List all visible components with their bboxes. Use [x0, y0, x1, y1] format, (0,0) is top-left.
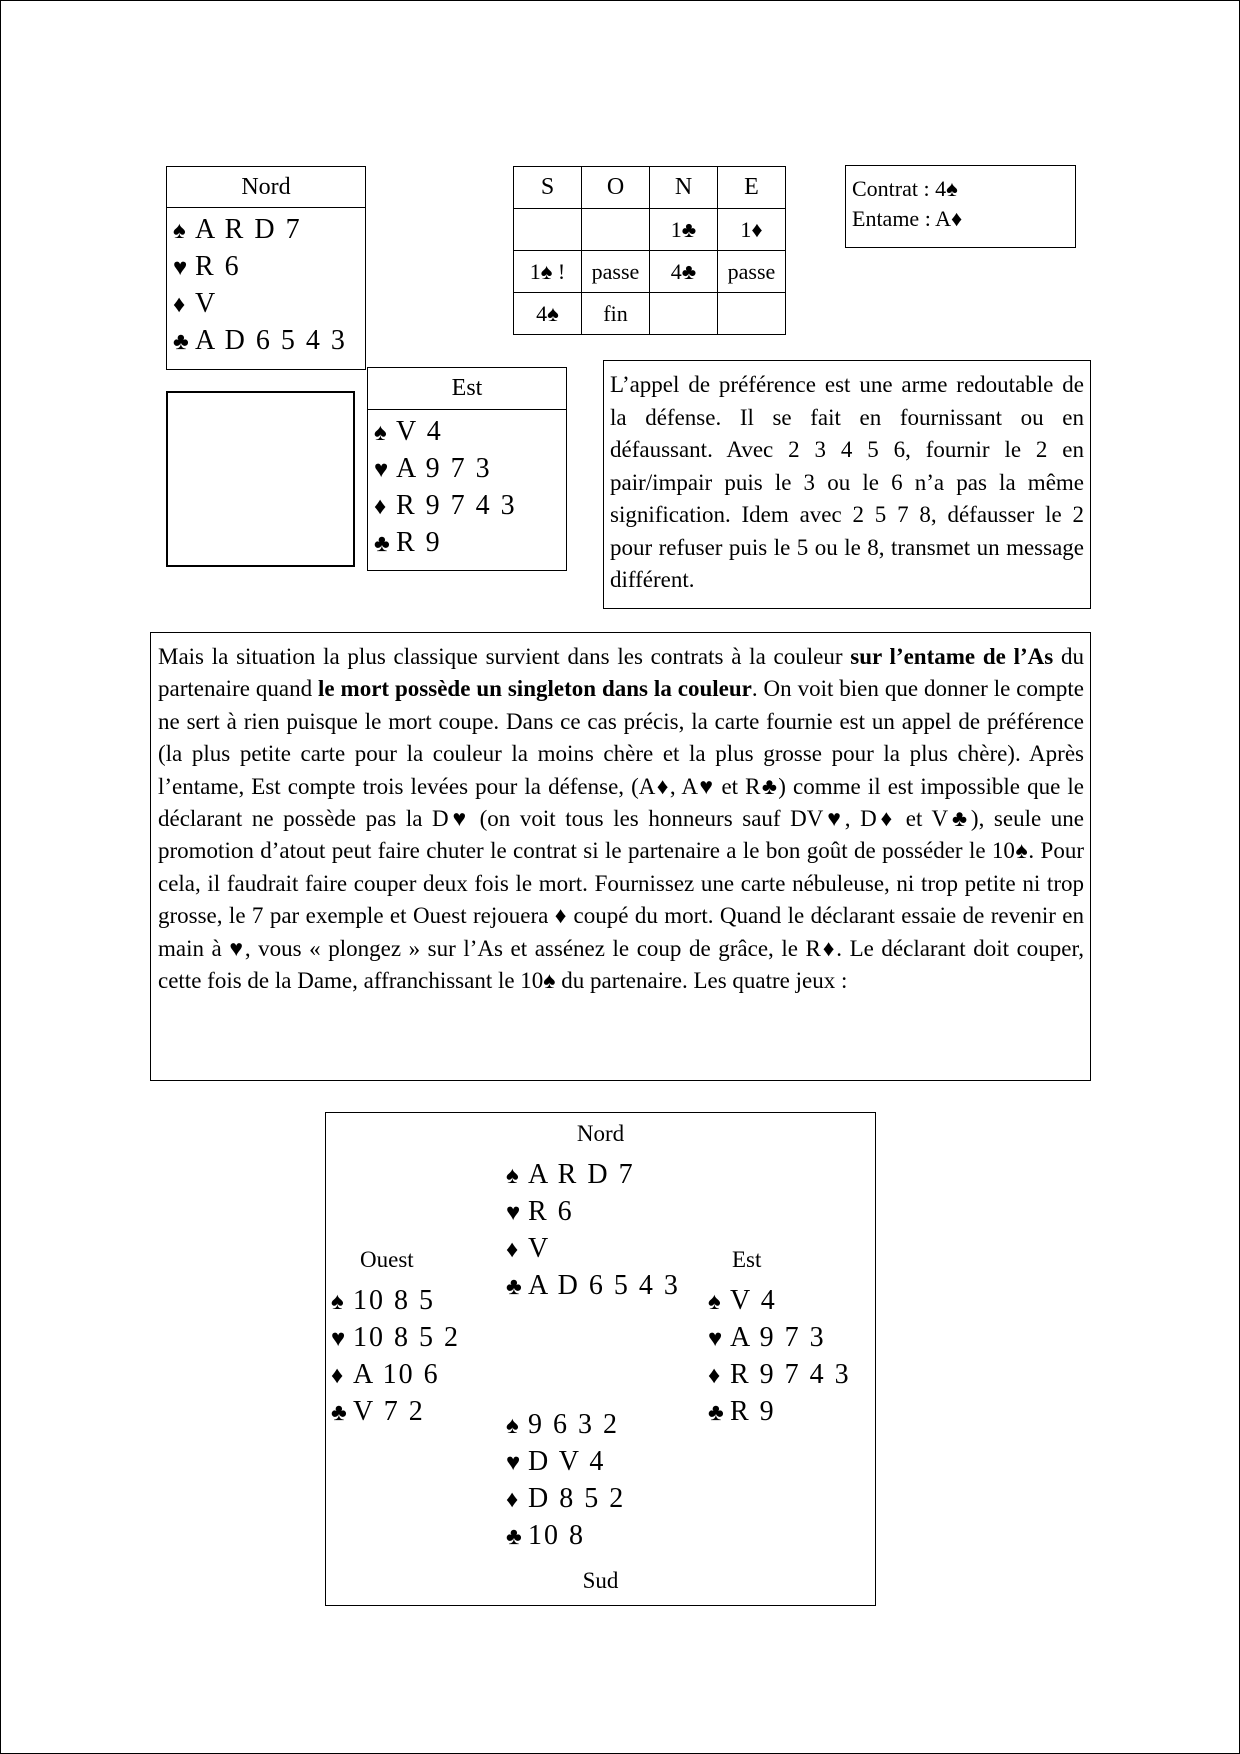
bid-cell: 1♦ [718, 209, 786, 251]
bidding-row [514, 293, 786, 335]
spade-icon: ♠ [708, 1289, 721, 1315]
cards: R 9 7 4 3 [730, 1359, 851, 1390]
nord-spades: A R D 7 [195, 214, 302, 245]
bid-cell [650, 293, 718, 335]
bidding-header-cell: N [650, 167, 718, 209]
deal-ouest-hand [331, 1283, 460, 1431]
club-icon: ♣ [708, 1400, 724, 1426]
club-icon: ♣ [374, 531, 390, 557]
diamond-icon: ♦ [506, 1487, 519, 1513]
deal-nord-diamonds [506, 1231, 680, 1268]
main-text-part: . On voit bien que donner le compte ne sert à rien puisque le mort coupe. Dans ce cas précis, la carte fournie est un appel de préférence (la plus petite carte pour la couleur la moins chère et la plus grosse pour la plus chère). Après l’entame, Est compte trois levées pour la défense, (A♦, A♥ et R♣) comme il est impossible que le déclarant ne possède pas la D♥ (on voit tous les honneurs sauf DV♥, D♦ et V♣), seule une promotion d’atout peut faire chuter le contrat si le partenaire a le bon goût de posséder le 10♠. Pour cela, il faudrait faire couper deux fois le mort. Fournissez une carte nébuleuse, ni trop petite ni trop grosse, le 7 par exemple et Ouest rejouera ♦ coupé du mort. Quand le déclarant essaie de revenir en main à ♥, vous « plongez » sur l’As et assénez le coup de grâce, le R♦. Le déclarant doit couper, cette fois de la Dame, affranchissant le 10♠ du partenaire. Les quatre jeux : [158, 676, 1084, 994]
est-hearts: A 9 7 3 [396, 453, 492, 484]
bidding-header-cell: O [582, 167, 650, 209]
bid-cell: 4♣ [650, 251, 718, 293]
heart-icon: ♥ [173, 255, 188, 281]
cards: D V 4 [528, 1446, 606, 1477]
main-text-bold: sur l’entame de l’As [850, 644, 1054, 669]
est-clubs-line [374, 525, 566, 562]
cards: V [528, 1233, 551, 1264]
diamond-icon: ♦ [506, 1237, 519, 1263]
cards: 10 8 5 2 [353, 1322, 460, 1353]
deal-est-clubs [708, 1394, 851, 1431]
bidding-table [513, 166, 786, 335]
heart-icon: ♥ [506, 1450, 521, 1476]
bid-cell [582, 209, 650, 251]
nord-diamonds-line [173, 286, 365, 323]
deal-ouest-spades [331, 1283, 460, 1320]
nord-hand-box [166, 166, 366, 370]
deal-sud-label: Sud [582, 1568, 619, 1593]
cards: A R D 7 [528, 1159, 635, 1190]
est-hand-box [367, 367, 567, 571]
bid-cell: 4♠ [514, 293, 582, 335]
club-icon: ♣ [173, 329, 189, 355]
main-text-box [150, 632, 1091, 1081]
diamond-icon: ♦ [374, 494, 387, 520]
bidding-header-row [514, 167, 786, 209]
deal-sud-spades [506, 1407, 625, 1444]
diamond-icon: ♦ [173, 292, 186, 318]
bidding-row [514, 251, 786, 293]
main-text-part: Mais la situation la plus classique survient dans les contrats à la couleur [158, 644, 851, 669]
bid-cell: fin [582, 293, 650, 335]
deal-est-hearts [708, 1320, 851, 1357]
club-icon: ♣ [331, 1400, 347, 1426]
cards: A 10 6 [353, 1359, 440, 1390]
nord-hearts: R 6 [195, 251, 241, 282]
bid-cell [718, 293, 786, 335]
cards: R 9 [730, 1396, 776, 1427]
lead-line: Entame : A♦ [852, 206, 963, 231]
nord-diamonds: V [195, 288, 218, 319]
deal-nord-hearts [506, 1194, 680, 1231]
deal-sud-diamonds [506, 1481, 625, 1518]
bidding-header-cell: E [718, 167, 786, 209]
deal-sud-clubs [506, 1518, 625, 1555]
cards: V 7 2 [353, 1396, 425, 1427]
cards: 10 8 5 [353, 1285, 435, 1316]
nord-title: Nord [167, 167, 365, 208]
contract-line: Contrat : 4♠ [852, 176, 958, 201]
deal-ouest-clubs [331, 1394, 460, 1431]
deal-nord-label: Nord [576, 1121, 625, 1146]
nord-hand [167, 208, 365, 360]
bid-cell: 1♣ [650, 209, 718, 251]
bidding-header-cell: S [514, 167, 582, 209]
deal-est-hand [708, 1283, 851, 1431]
nord-spades-line [173, 212, 365, 249]
bidding-row [514, 209, 786, 251]
deal-nord-clubs [506, 1268, 680, 1305]
cards: A 9 7 3 [730, 1322, 826, 1353]
bid-cell: passe [582, 251, 650, 293]
est-diamonds: R 9 7 4 3 [396, 490, 517, 521]
bid-cell: passe [718, 251, 786, 293]
est-clubs: R 9 [396, 527, 442, 558]
main-text-bold: le mort possède un singleton dans la couleur [318, 676, 752, 702]
deal-sud-hearts [506, 1444, 625, 1481]
explanation-box [603, 360, 1091, 609]
spade-icon: ♠ [173, 218, 186, 244]
empty-hand-box [166, 391, 355, 567]
est-spades: V 4 [396, 416, 443, 447]
cards: D 8 5 2 [528, 1483, 626, 1514]
bid-cell [514, 209, 582, 251]
deal-nord-spades [506, 1157, 680, 1194]
diamond-icon: ♦ [708, 1363, 721, 1389]
cards: 9 6 3 2 [528, 1409, 619, 1440]
deal-ouest-diamonds [331, 1357, 460, 1394]
heart-icon: ♥ [506, 1200, 521, 1226]
contract-box [845, 165, 1076, 248]
est-diamonds-line [374, 488, 566, 525]
deal-diagram [325, 1112, 876, 1606]
deal-est-label: Est [732, 1247, 762, 1272]
diamond-icon: ♦ [331, 1363, 344, 1389]
deal-est-diamonds [708, 1357, 851, 1394]
deal-sud-hand [506, 1407, 625, 1555]
main-paragraph [158, 641, 1084, 997]
nord-hearts-line [173, 249, 365, 286]
cards: 10 8 [528, 1520, 585, 1551]
cards: R 6 [528, 1196, 574, 1227]
deal-ouest-hearts [331, 1320, 460, 1357]
cards: V 4 [730, 1285, 777, 1316]
spade-icon: ♠ [374, 420, 387, 446]
main-text-part: du partenaire quand [158, 644, 1085, 702]
deal-nord-hand [506, 1157, 680, 1305]
est-spades-line [374, 414, 566, 451]
spade-icon: ♠ [331, 1289, 344, 1315]
club-icon: ♣ [506, 1524, 522, 1550]
club-icon: ♣ [506, 1274, 522, 1300]
nord-clubs-line [173, 323, 365, 360]
explanation-text: L’appel de préférence est une arme redoutable de la défense. Il se fait en fournissant ou en défaussant. Avec 2 3 4 5 6, fournir le 2 en pair/impair puis le 3 ou le 6 n’a pas la même signification. Idem avec 2 5 7 8, défausser le 2 pour refuser puis le 5 ou le 8, transmet un message différent. [610, 372, 1084, 592]
heart-icon: ♥ [374, 457, 389, 483]
bid-cell: 1♠ ! [514, 251, 582, 293]
heart-icon: ♥ [331, 1326, 346, 1352]
heart-icon: ♥ [708, 1326, 723, 1352]
deal-est-spades [708, 1283, 851, 1320]
cards: A D 6 5 4 3 [528, 1270, 680, 1301]
est-hearts-line [374, 451, 566, 488]
nord-clubs: A D 6 5 4 3 [195, 325, 347, 356]
est-title: Est [368, 368, 566, 410]
spade-icon: ♠ [506, 1163, 519, 1189]
deal-ouest-label: Ouest [360, 1247, 414, 1272]
spade-icon: ♠ [506, 1413, 519, 1439]
est-hand [368, 410, 566, 562]
